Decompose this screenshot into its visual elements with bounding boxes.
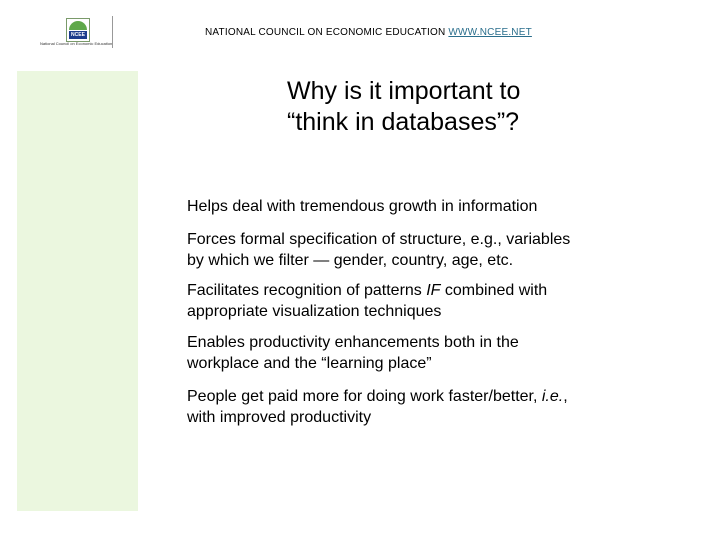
side-panel <box>17 71 138 511</box>
logo-book-icon <box>69 21 87 30</box>
website-link[interactable]: WWW.NCEE.NET <box>448 27 532 38</box>
bullet-item <box>187 332 657 374</box>
bullet-text: Helps deal with tremendous growth in information <box>187 198 538 215</box>
bullet-text: workplace and the “learning place” <box>187 355 432 372</box>
bullet-emphasis: IF <box>426 282 441 299</box>
bullet-text: Facilitates recognition of patterns <box>187 282 427 299</box>
bullet-text: , <box>563 388 568 405</box>
bullet-item <box>187 229 657 271</box>
bullet-list <box>187 196 657 440</box>
bullet-text: with improved productivity <box>187 409 372 426</box>
title-line-1: Why is it important to <box>287 77 521 105</box>
bullet-text: by which we filter — gender, country, age, etc. <box>187 252 514 269</box>
logo-subtitle: National Council on Economic Education <box>40 42 113 46</box>
bullet-line <box>187 280 657 301</box>
bullet-text: appropriate visualization techniques <box>187 303 442 320</box>
title-line-2: “think in databases”? <box>287 108 520 136</box>
bullet-item <box>187 386 657 428</box>
logo-text: NCEE <box>69 31 87 39</box>
bullet-line <box>187 386 657 407</box>
logo-mark <box>66 18 90 42</box>
header-org: NATIONAL COUNCIL ON ECONOMIC EDUCATION <box>205 27 446 38</box>
bullet-emphasis: i.e. <box>541 388 564 405</box>
slide-title <box>287 76 617 138</box>
bullet-text: People get paid more for doing work faster/better, <box>187 388 542 405</box>
header-line <box>205 27 532 38</box>
bullet-item <box>187 280 657 322</box>
bullet-text: Enables productivity enhancements both in the <box>187 334 519 351</box>
bullet-text: combined with <box>440 282 548 299</box>
ncee-logo <box>40 16 116 48</box>
bullet-item <box>187 196 657 217</box>
bullet-text: Forces formal specification of structure, e.g., variables <box>187 231 571 248</box>
